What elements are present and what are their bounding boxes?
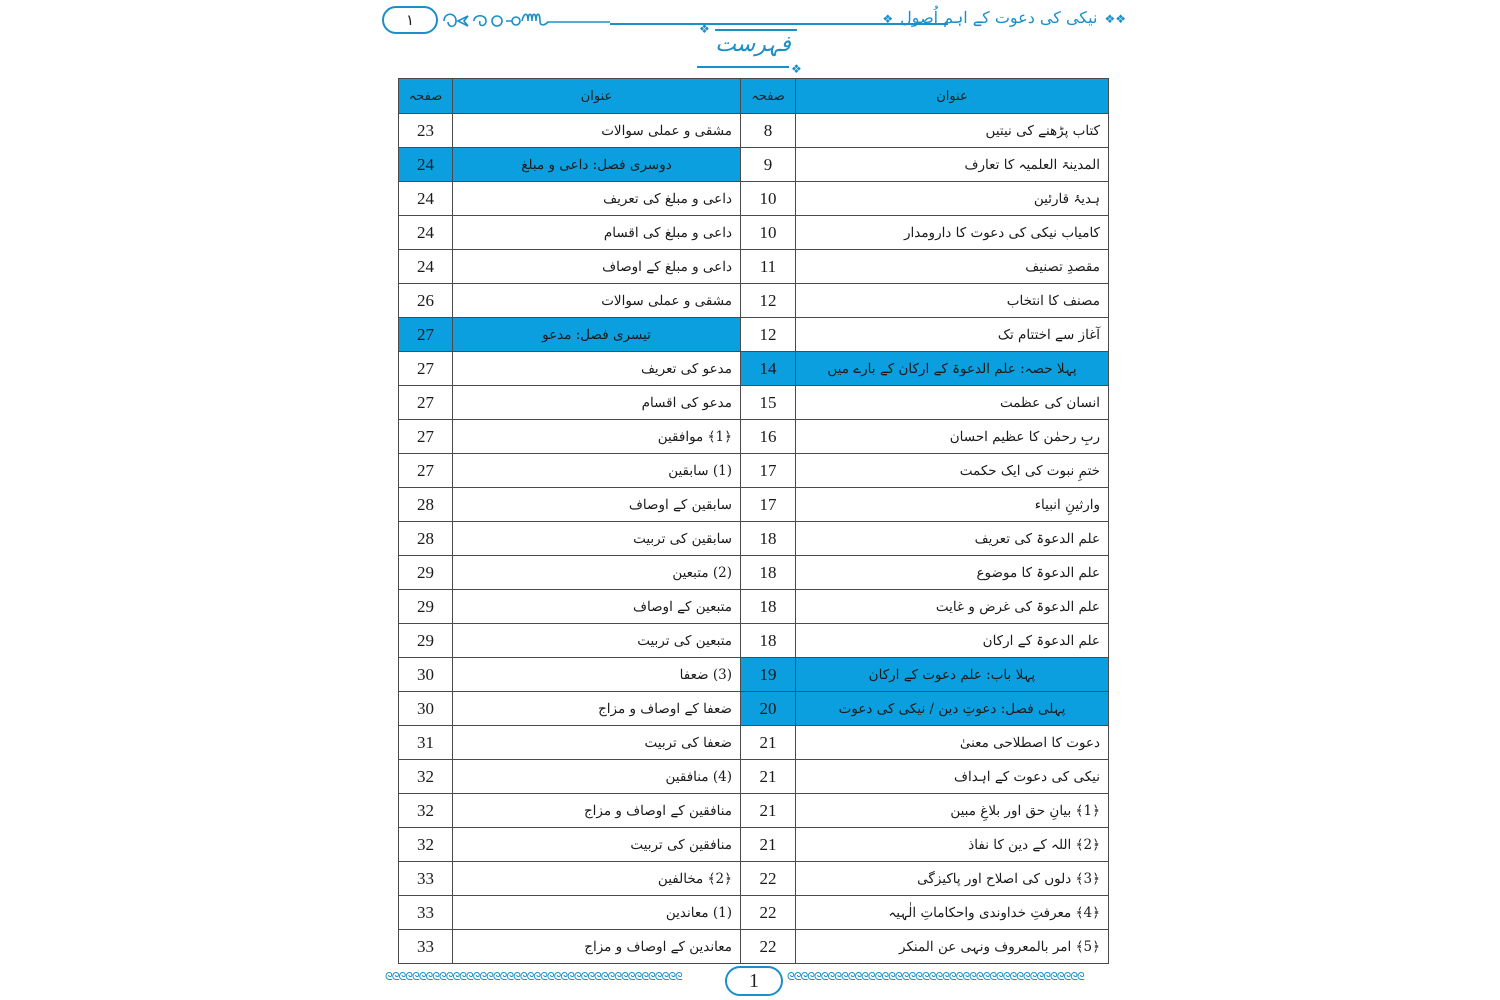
ornament-diamond-icon: ❖ xyxy=(699,22,710,36)
column-header-title-left: عنوان xyxy=(453,79,741,114)
table-row xyxy=(399,828,1109,862)
toc-entry-title-left[interactable]: مشقی و عملی سوالات xyxy=(453,284,741,318)
toc-entry-page-right[interactable]: 20 xyxy=(741,692,796,726)
toc-entry-page-right[interactable]: 16 xyxy=(741,420,796,454)
toc-entry-page-left[interactable]: 26 xyxy=(399,284,453,318)
toc-entry-page-left[interactable]: 29 xyxy=(399,624,453,658)
toc-entry-page-right[interactable]: 18 xyxy=(741,522,796,556)
toc-entry-page-right[interactable]: 21 xyxy=(741,726,796,760)
toc-entry-page-left[interactable]: 33 xyxy=(399,862,453,896)
toc-entry-title-left[interactable]: ضعفا کے اوصاف و مزاج xyxy=(453,692,741,726)
toc-entry-page-left[interactable]: 33 xyxy=(399,896,453,930)
toc-entry-title-left[interactable]: سابقین کے اوصاف xyxy=(453,488,741,522)
book-title xyxy=(880,8,1128,27)
toc-entry-title-right[interactable]: پہلا حصہ: علم الدعوۃ کے ارکان کے بارے میں xyxy=(796,352,1109,386)
toc-entry-page-left[interactable]: 28 xyxy=(399,522,453,556)
toc-entry-title-right[interactable]: کامیاب نیکی کی دعوت کا دارومدار xyxy=(796,216,1109,250)
toc-entry-page-right[interactable]: 10 xyxy=(741,182,796,216)
toc-entry-title-right[interactable]: نیکی کی دعوت کے اہداف xyxy=(796,760,1109,794)
toc-title: فہرست xyxy=(715,32,791,57)
table-row xyxy=(399,658,1109,692)
toc-entry-title-right[interactable]: دعوت کا اصطلاحی معنیٰ xyxy=(796,726,1109,760)
toc-entry-page-right[interactable]: 17 xyxy=(741,488,796,522)
toc-entry-title-left[interactable]: متبعین کی تربیت xyxy=(453,624,741,658)
table-row xyxy=(399,794,1109,828)
footer-page-number: 1 xyxy=(725,966,783,996)
toc-entry-page-left[interactable]: 27 xyxy=(399,386,453,420)
toc-entry-page-right[interactable]: 22 xyxy=(741,930,796,964)
toc-entry-title-right[interactable]: پہلی فصل: دعوتِ دین / نیکی کی دعوت xyxy=(796,692,1109,726)
toc-entry-page-right[interactable]: 18 xyxy=(741,624,796,658)
toc-entry-title-right[interactable]: المدینۃ العلمیہ کا تعارف xyxy=(796,148,1109,182)
table-row xyxy=(399,624,1109,658)
toc-entry-title-right[interactable]: ﴿4﴾ معرفتِ خداوندی واحکاماتِ الٰہیہ xyxy=(796,896,1109,930)
toc-entry-page-left[interactable]: 32 xyxy=(399,828,453,862)
toc-entry-title-left[interactable]: (2) متبعین xyxy=(453,556,741,590)
column-header-page-left: صفحہ xyxy=(399,79,453,114)
ornament-diamond-icon: ❖❖ xyxy=(1104,12,1126,26)
toc-entry-title-right[interactable]: مصنف کا انتخاب xyxy=(796,284,1109,318)
toc-entry-title-left[interactable]: ضعفا کی تربیت xyxy=(453,726,741,760)
toc-entry-title-left[interactable]: داعی و مبلغ کی تعریف xyxy=(453,182,741,216)
toc-entry-page-right[interactable]: 22 xyxy=(741,896,796,930)
toc-entry-title-right[interactable]: علم الدعوۃ کا موضوع xyxy=(796,556,1109,590)
toc-entry-title-right[interactable]: مقصدِ تصنیف xyxy=(796,250,1109,284)
toc-entry-page-left[interactable]: 32 xyxy=(399,760,453,794)
toc-entry-page-right[interactable]: 14 xyxy=(741,352,796,386)
toc-entry-page-right[interactable]: 21 xyxy=(741,794,796,828)
table-row xyxy=(399,488,1109,522)
table-row xyxy=(399,556,1109,590)
toc-entry-page-right[interactable]: 17 xyxy=(741,454,796,488)
toc-entry-page-right[interactable]: 12 xyxy=(741,318,796,352)
table-row xyxy=(399,692,1109,726)
toc-entry-title-left[interactable]: منافقین کی تربیت xyxy=(453,828,741,862)
column-header-page-right: صفحہ xyxy=(741,79,796,114)
toc-entry-page-right[interactable]: 18 xyxy=(741,590,796,624)
table-row xyxy=(399,216,1109,250)
toc-entry-title-right[interactable]: ﴿2﴾ اللہ کے دین کا نفاذ xyxy=(796,828,1109,862)
toc-entry-title-right[interactable]: ربِ رحمٰن کا عظیم احسان xyxy=(796,420,1109,454)
table-row xyxy=(399,114,1109,148)
toc-entry-title-left[interactable]: سابقین کی تربیت xyxy=(453,522,741,556)
toc-entry-page-left[interactable]: 23 xyxy=(399,114,453,148)
table-row xyxy=(399,284,1109,318)
toc-entry-page-right[interactable]: 21 xyxy=(741,828,796,862)
toc-entry-title-right[interactable]: ﴿3﴾ دلوں کی اصلاح اور پاکیزگی xyxy=(796,862,1109,896)
toc-table xyxy=(398,78,1109,964)
toc-entry-page-left[interactable]: 27 xyxy=(399,454,453,488)
toc-entry-title-right[interactable]: ختمِ نبوت کی ایک حکمت xyxy=(796,454,1109,488)
toc-entry-title-left[interactable]: (1) معاندین xyxy=(453,896,741,930)
toc-entry-title-right[interactable]: آغاز سے اختتام تک xyxy=(796,318,1109,352)
toc-entry-page-right[interactable]: 9 xyxy=(741,148,796,182)
table-row xyxy=(399,318,1109,352)
toc-entry-page-right[interactable]: 12 xyxy=(741,284,796,318)
toc-entry-page-left[interactable]: 27 xyxy=(399,352,453,386)
toc-entry-title-right[interactable]: علم الدعوۃ کی غرض و غایت xyxy=(796,590,1109,624)
heading-rule-bottom xyxy=(697,66,789,68)
toc-body xyxy=(399,114,1109,964)
table-row xyxy=(399,930,1109,964)
table-row xyxy=(399,590,1109,624)
toc-entry-title-right[interactable]: علم الدعوۃ کی تعریف xyxy=(796,522,1109,556)
toc-entry-title-left[interactable]: تیسری فصل: مدعو xyxy=(453,318,741,352)
table-row xyxy=(399,386,1109,420)
heading-rule-top xyxy=(715,29,797,31)
toc-entry-title-left[interactable]: دوسری فصل: داعی و مبلغ xyxy=(453,148,741,182)
toc-entry-title-left[interactable]: معاندین کے اوصاف و مزاج xyxy=(453,930,741,964)
toc-entry-page-left[interactable]: 31 xyxy=(399,726,453,760)
table-row xyxy=(399,862,1109,896)
toc-entry-title-left[interactable]: ﴿1﴾ موافقین xyxy=(453,420,741,454)
toc-entry-page-right[interactable]: 15 xyxy=(741,386,796,420)
toc-entry-title-right[interactable]: ہدیۂ قارئین xyxy=(796,182,1109,216)
toc-entry-page-left[interactable]: 29 xyxy=(399,590,453,624)
table-row xyxy=(399,760,1109,794)
toc-entry-page-left[interactable]: 29 xyxy=(399,556,453,590)
flourish-ornament-icon xyxy=(440,8,610,34)
toc-entry-page-left[interactable]: 24 xyxy=(399,148,453,182)
column-header-title-right: عنوان xyxy=(796,79,1109,114)
table-row xyxy=(399,454,1109,488)
toc-entry-page-left[interactable]: 30 xyxy=(399,692,453,726)
toc-entry-page-right[interactable]: 22 xyxy=(741,862,796,896)
toc-entry-title-left[interactable]: (4) منافقین xyxy=(453,760,741,794)
toc-entry-title-left[interactable]: متبعین کے اوصاف xyxy=(453,590,741,624)
table-header-row xyxy=(399,79,1109,114)
toc-entry-page-right[interactable]: 19 xyxy=(741,658,796,692)
table-row xyxy=(399,182,1109,216)
toc-entry-page-right[interactable]: 18 xyxy=(741,556,796,590)
toc-entry-page-right[interactable]: 8 xyxy=(741,114,796,148)
toc-entry-page-right[interactable]: 11 xyxy=(741,250,796,284)
table-row xyxy=(399,148,1109,182)
toc-entry-title-left[interactable]: داعی و مبلغ کی اقسام xyxy=(453,216,741,250)
toc-entry-title-right[interactable]: ﴿5﴾ امر بالمعروف ونہی عن المنکر xyxy=(796,930,1109,964)
toc-entry-title-left[interactable]: (3) ضعفا xyxy=(453,658,741,692)
toc-entry-page-right[interactable]: 10 xyxy=(741,216,796,250)
toc-heading xyxy=(693,22,813,76)
ornament-diamond-icon: ❖ xyxy=(791,62,802,76)
toc-entry-title-right[interactable]: ﴿1﴾ بیانِ حق اور بلاغِ مبین xyxy=(796,794,1109,828)
toc-entry-title-left[interactable]: ﴿2﴾ مخالفین xyxy=(453,862,741,896)
table-row xyxy=(399,726,1109,760)
toc-entry-page-left[interactable]: 24 xyxy=(399,250,453,284)
table-row xyxy=(399,896,1109,930)
toc-entry-title-right[interactable]: وارثینِ انبیاء xyxy=(796,488,1109,522)
toc-entry-title-left[interactable]: مدعو کی اقسام xyxy=(453,386,741,420)
table-row xyxy=(399,250,1109,284)
toc-entry-page-left[interactable]: 27 xyxy=(399,420,453,454)
wave-border-ornament-icon: ᘓᘓᘓᘓᘓᘓᘓᘓᘓᘓᘓᘓᘓᘓᘓᘓᘓᘓᘓᘓᘓᘓᘓᘓᘓᘓᘓᘓᘓᘓᘓᘓᘓᘓᘓᘓᘓᘓᘓᘓᘓᘓᘓᘓ xyxy=(385,970,682,983)
toc-entry-title-right[interactable]: کتاب پڑھنے کی نیتیں xyxy=(796,114,1109,148)
toc-entry-title-right[interactable]: پہلا باب: علم دعوت کے ارکان xyxy=(796,658,1109,692)
toc-entry-title-left[interactable]: مشقی و عملی سوالات xyxy=(453,114,741,148)
toc-entry-page-left[interactable]: 24 xyxy=(399,182,453,216)
toc-entry-page-left[interactable]: 32 xyxy=(399,794,453,828)
toc-entry-page-left[interactable]: 28 xyxy=(399,488,453,522)
book-title-text: نیکی کی دعوت کے اہم اُصول xyxy=(900,8,1098,27)
header-page-number: ۱ xyxy=(382,6,438,34)
table-row xyxy=(399,522,1109,556)
page-footer xyxy=(385,966,1125,998)
toc-entry-title-right[interactable]: انسان کی عظمت xyxy=(796,386,1109,420)
wave-border-ornament-icon: ᘓᘓᘓᘓᘓᘓᘓᘓᘓᘓᘓᘓᘓᘓᘓᘓᘓᘓᘓᘓᘓᘓᘓᘓᘓᘓᘓᘓᘓᘓᘓᘓᘓᘓᘓᘓᘓᘓᘓᘓᘓᘓᘓᘓ xyxy=(787,970,1084,983)
toc-entry-page-left[interactable]: 27 xyxy=(399,318,453,352)
toc-entry-title-right[interactable]: علم الدعوۃ کے ارکان xyxy=(796,624,1109,658)
toc-entry-title-left[interactable]: (1) سابقین xyxy=(453,454,741,488)
toc-entry-title-left[interactable]: داعی و مبلغ کے اوصاف xyxy=(453,250,741,284)
toc-entry-page-left[interactable]: 30 xyxy=(399,658,453,692)
ornament-diamond-icon: ❖ xyxy=(882,12,894,26)
toc-entry-page-right[interactable]: 21 xyxy=(741,760,796,794)
toc-entry-page-left[interactable]: 33 xyxy=(399,930,453,964)
table-row xyxy=(399,352,1109,386)
toc-entry-title-left[interactable]: مدعو کی تعریف xyxy=(453,352,741,386)
toc-entry-page-left[interactable]: 24 xyxy=(399,216,453,250)
toc-entry-title-left[interactable]: منافقین کے اوصاف و مزاج xyxy=(453,794,741,828)
table-row xyxy=(399,420,1109,454)
